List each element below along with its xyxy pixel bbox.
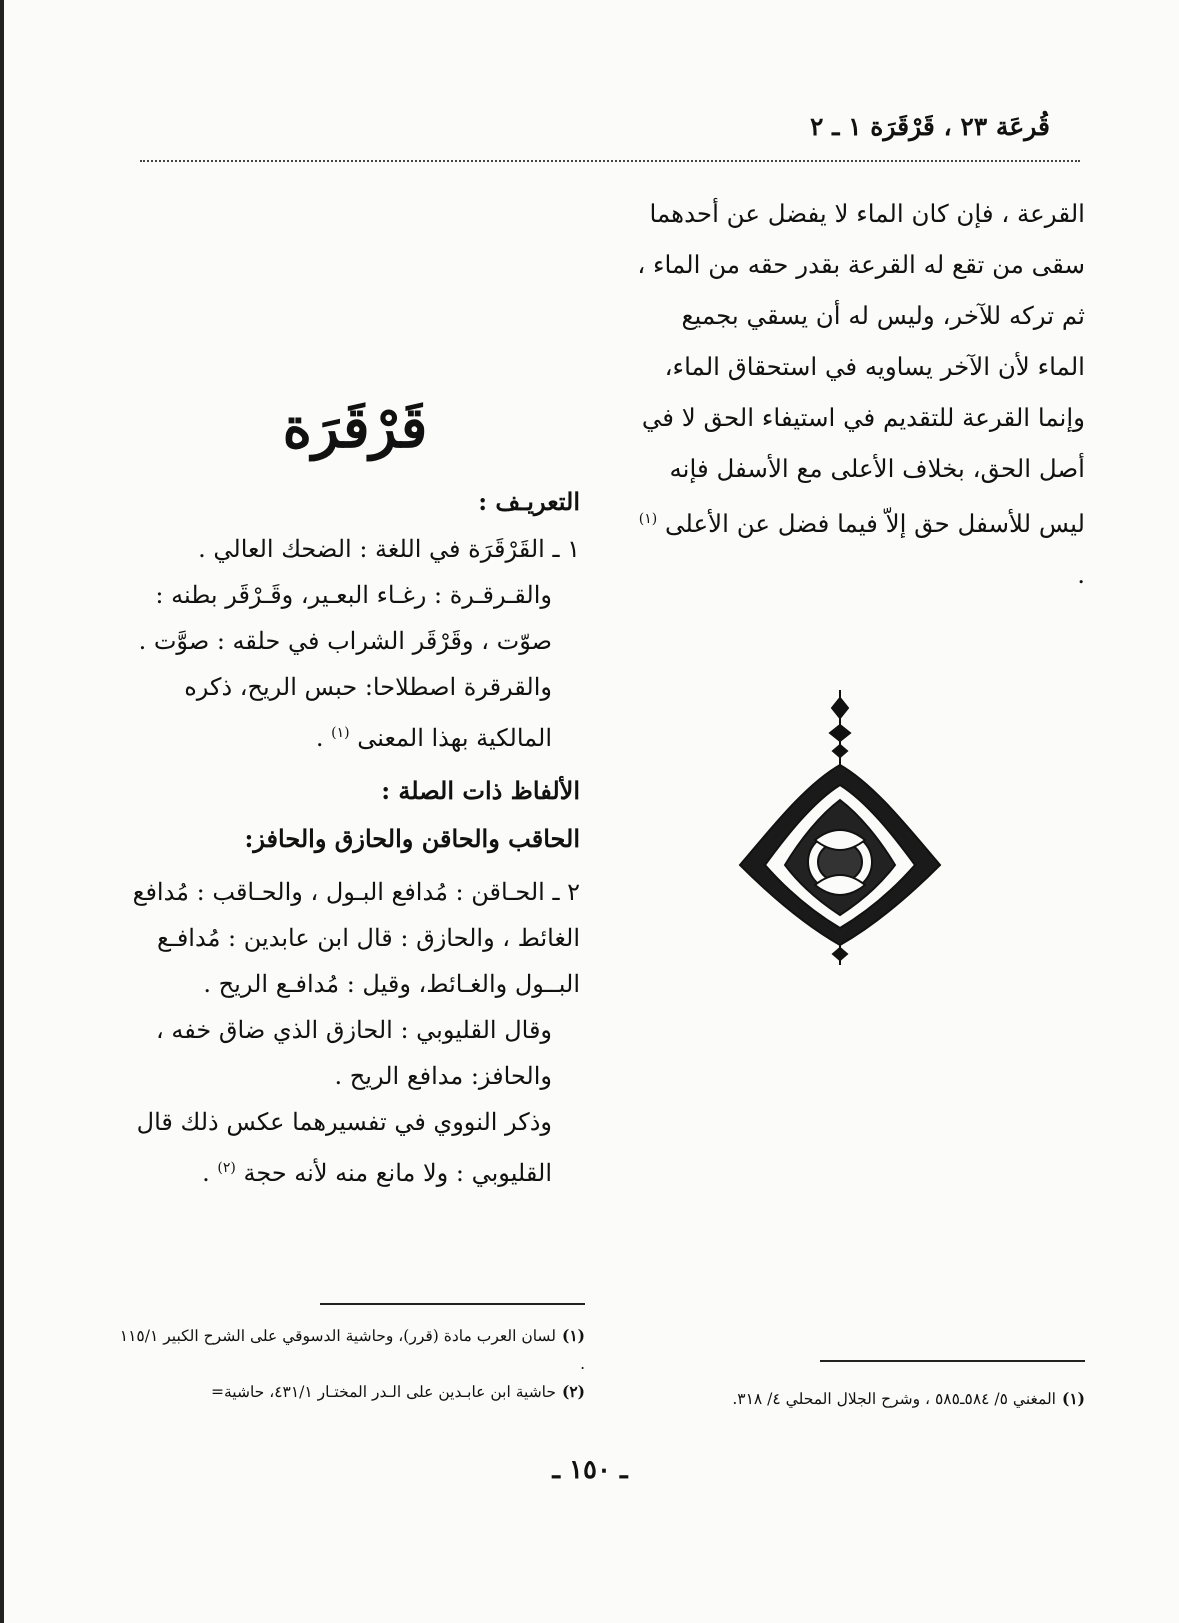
footnote-ref: (٢)	[217, 1160, 236, 1176]
footnote: (١)لسان العرب مادة (قرر)، وحاشية الدسوقي على الشرح الكبير ١١٥/١ .	[119, 1326, 585, 1373]
page-number: ـ ١٥٠ ـ	[552, 1455, 628, 1485]
continuation-paragraph: القرعة ، فإن كان الماء لا يفضل عن أحدهما سقى من تقع له القرعة بقدر حقه من الماء ، ثم تركه للآخر، وليس له أن يسقي بجميع الماء لأن الآخر يساويه في استحقاق الماء، وإنما القرعة للتقديم في استيفاء الحق لا في أصل الحق، بخلاف الأعلى مع الأسفل فإنه ليس للأسفل حق إلاّ فيما فضل عن الأعلى $^{(١)}$ .	[637, 199, 1085, 590]
entry-title: قَرْقَرَة	[282, 395, 428, 461]
paragraph-2-1: ٢ ـ الحـاقن : مُدافع البـول ، والحـاقب : مُدافع الغائط ، والحازق : قال ابن عابدين : مُدافـع البــول والغـائط، وقيل : مُدافـع الريح .	[132, 878, 580, 998]
arabesque-ornament-icon	[735, 690, 945, 965]
paragraph-2-2: وقال القليوبي : الحازق الذي ضاق خفه ، والحافز: مدافع الريح .	[156, 1016, 552, 1090]
footnote: (٢)حاشية ابن عابـدين على الـدر المختـار ٤٣١/١، حاشية=	[211, 1382, 585, 1401]
running-header-text: قُرعَة ٢٣ ، قَرْقَرَة ١ ـ ٢	[809, 112, 1050, 141]
header-dotted-rule	[140, 160, 1080, 162]
footnotes-left	[110, 1322, 585, 1406]
right-column	[630, 188, 1085, 600]
related-terms-label: الألفاظ ذات الصلة :	[381, 776, 580, 805]
related-subheading: الحاقب والحاقن والحازق والحافز:	[244, 824, 580, 853]
definition-label: التعريـف :	[478, 487, 580, 516]
footnote: (١)المغني ٥/ ٥٨٤ـ٥٨٥ ، وشرح الجلال المحلي ٤/ ٣١٨.	[732, 1389, 1085, 1408]
footnote-rule-right	[820, 1360, 1085, 1362]
page-edge-line	[0, 0, 4, 1623]
running-header	[140, 112, 1080, 148]
paragraph-2-3: وذكر النووي في تفسيرهما عكس ذلك قال القليوبي : ولا مانع منه لأنه حجة $^{(٢)}$ .	[136, 1108, 552, 1187]
definition-paragraph-2: والقـرقـرة : رغـاء البعـير، وقَـرْقَر بطنه : صوّت ، وقَرْقَر الشراب في حلقه : صوَّت .	[138, 581, 552, 655]
footnote-rule-left	[320, 1303, 585, 1305]
left-column	[110, 478, 580, 1196]
footnote-ref: (١)	[331, 725, 350, 741]
footnote-ref: (١)	[638, 511, 658, 527]
footnotes-right	[630, 1385, 1085, 1413]
definition-paragraph-1: ١ ـ القَرْقَرَة في اللغة : الضحك العالي .	[198, 535, 580, 563]
definition-paragraph-3: والقرقرة اصطلاحا: حبس الريح، ذكره المالكية بهذا المعنى $^{(١)}$ .	[184, 673, 552, 752]
